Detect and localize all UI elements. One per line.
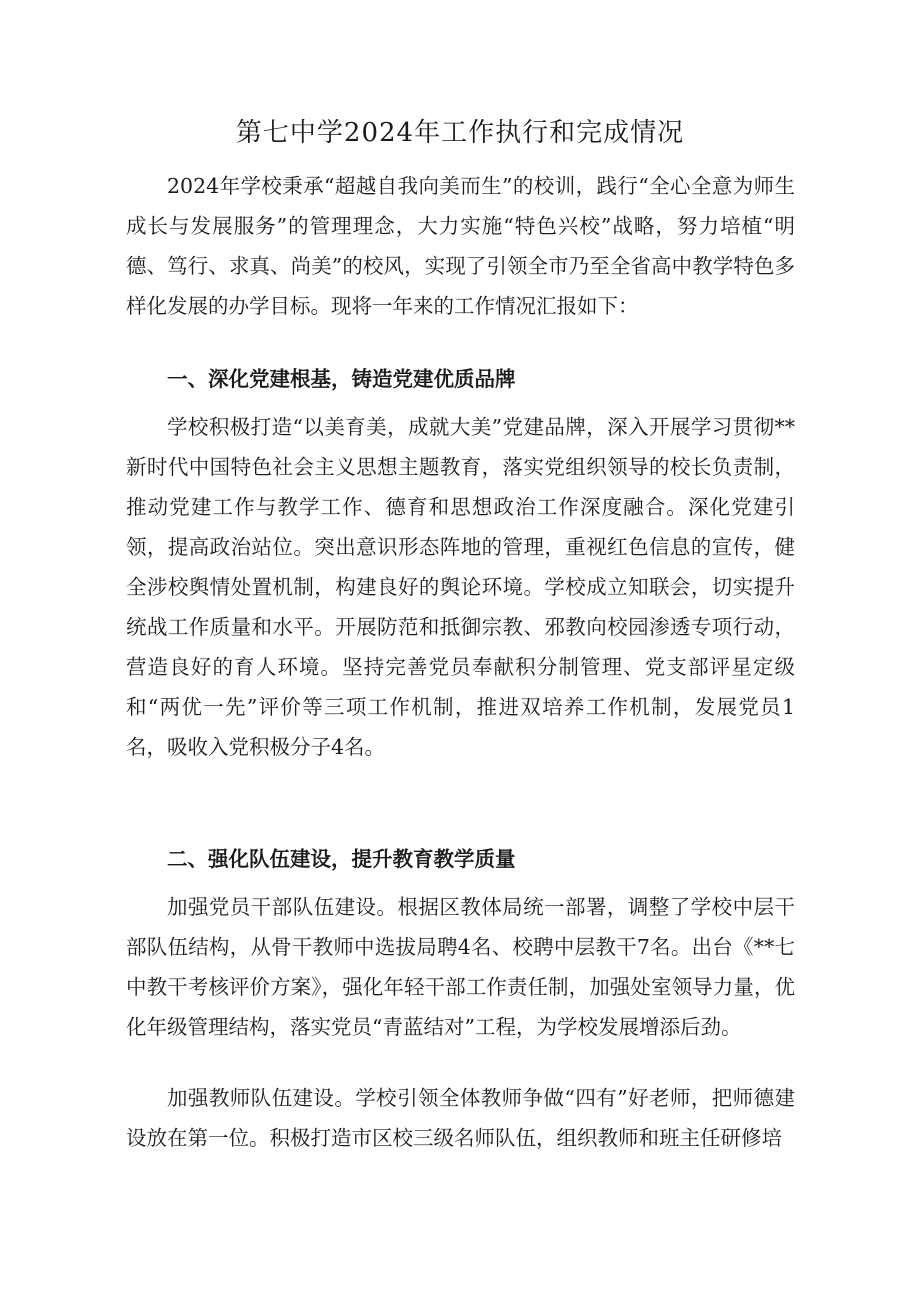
intro-paragraph: 2024年学校秉承“超越自我向美而生”的校训，践行“全心全意为师生成长与发展服务”的管理理念，大力实施“特色兴校”战略，努力培植“明德、笃行、求真、尚美”的校风，实现了引领全市乃至全省高中教学特色多样化发展的办学目标。现将一年来的工作情况汇报如下： — [126, 174, 795, 318]
section-1-paragraph-1: 学校积极打造“以美育美，成就大美”党建品牌，深入开展学习贯彻**新时代中国特色社会主义思想主题教育，落实党组织领导的校长负责制，推动党建工作与教学工作、德育和思想政治工作深度融合。深化党建引领，提高政治站位。突出意识形态阵地的管理，重视红色信息的宣传，健全涉校舆情处置机制，构建良好的舆论环境。学校成立知联会，切实提升统战工作质量和水平。开展防范和抵御宗教、邪教向校园渗透专项行动，营造良好的育人环境。坚持完善党员奉献积分制管理、党支部评星定级和“两优一先”评价等三项工作机制，推进双培养工作机制，发展党员1名，吸收入党积极分子4名。 — [126, 415, 795, 759]
section-2-paragraph-2: 加强教师队伍建设。学校引领全体教师争做“四有”好老师，把师德建设放在第一位。积极打造市区校三级名师队伍，组织教师和班主任研修培 — [126, 1086, 795, 1150]
section-heading-1: 一、深化党建根基，铸造党建优质品牌 — [167, 367, 516, 391]
section-heading-2: 二、强化队伍建设，提升教育教学质量 — [167, 847, 516, 871]
section-2-paragraph-1: 加强党员干部队伍建设。根据区教体局统一部署，调整了学校中层干部队伍结构，从骨干教师中选拔局聘4名、校聘中层教干7名。出台《**七中教干考核评价方案》，强化年轻干部工作责任制，加强处室领导力量，优化年级管理结构，落实党员“青蓝结对”工程，为学校发展增添后劲。 — [126, 895, 795, 1039]
document-title: 第七中学2024年工作执行和完成情况 — [235, 118, 685, 148]
